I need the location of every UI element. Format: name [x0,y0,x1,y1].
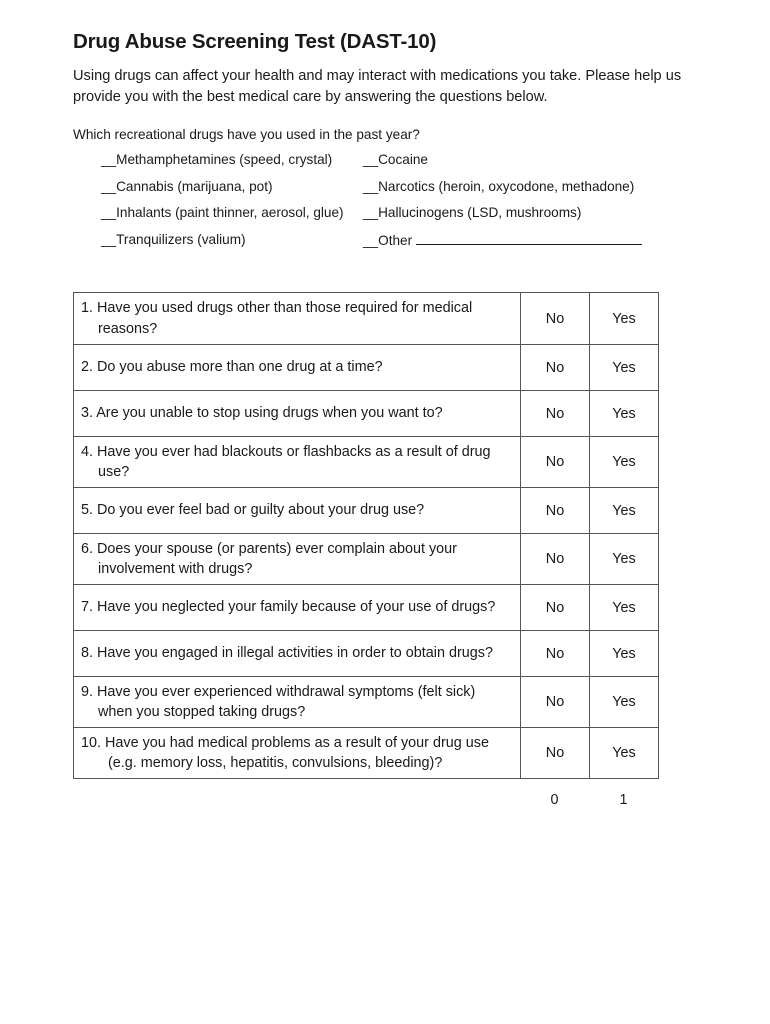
question-text: 1. Have you used drugs other than those required for medical reasons? [74,293,521,345]
question-row [74,391,659,437]
answer-yes[interactable]: Yes [590,391,659,437]
drug-option-methamphetamines[interactable]: __Methamphetamines (speed, crystal) [101,152,333,167]
question-row [74,585,659,631]
question-text: 7. Have you neglected your family because of your use of drugs? [74,585,521,631]
question-text: 10. Have you had medical problems as a result of your drug use (e.g. memory loss, hepatitis, convulsions, bleeding)? [74,728,521,779]
answer-yes[interactable]: Yes [590,488,659,534]
page-title: Drug Abuse Screening Test (DAST-10) [73,30,437,53]
answer-yes[interactable]: Yes [590,345,659,391]
drug-checklist [101,152,663,258]
answer-no[interactable]: No [521,631,590,677]
answer-no[interactable]: No [521,488,590,534]
question-text: 2. Do you abuse more than one drug at a time? [74,345,521,391]
answer-yes[interactable]: Yes [590,631,659,677]
drugs-prompt: Which recreational drugs have you used in the past year? [73,127,420,142]
questions-table [73,292,659,779]
question-row [74,437,659,488]
answer-yes[interactable]: Yes [590,677,659,728]
question-text: 9. Have you ever experienced withdrawal symptoms (felt sick) when you stopped taking drugs? [74,677,521,728]
question-text: 6. Does your spouse (or parents) ever complain about your involvement with drugs? [74,534,521,585]
question-row [74,293,659,345]
answer-no[interactable]: No [521,585,590,631]
question-text: 5. Do you ever feel bad or guilty about your drug use? [74,488,521,534]
drug-option-cannabis[interactable]: __Cannabis (marijuana, pot) [101,178,273,194]
question-row [74,677,659,728]
answer-yes[interactable]: Yes [590,293,659,345]
drug-option-inhalants[interactable]: __Inhalants (paint thinner, aerosol, glue) [101,205,344,220]
question-row [74,488,659,534]
answer-yes[interactable]: Yes [590,534,659,585]
drug-option-narcotics[interactable]: __Narcotics (heroin, oxycodone, methadone) [363,178,635,194]
drug-option-hallucinogens[interactable]: __Hallucinogens (LSD, mushrooms) [363,205,582,220]
intro-text: Using drugs can affect your health and may interact with medications you take. Please help us provide you with the best medical care by answering the questions below. [73,68,682,105]
score-yes: 1 [619,792,628,808]
answer-yes[interactable]: Yes [590,728,659,779]
drug-option-other[interactable]: __Other [363,232,663,259]
score-key [520,792,658,808]
other-drug-blank[interactable] [416,232,642,245]
answer-no[interactable]: No [521,391,590,437]
answer-no[interactable]: No [521,677,590,728]
question-text: 3. Are you unable to stop using drugs when you want to? [74,391,521,437]
question-row [74,534,659,585]
answer-yes[interactable]: Yes [590,437,659,488]
answer-no[interactable]: No [521,728,590,779]
score-no: 0 [550,792,559,808]
drug-option-cocaine[interactable]: __Cocaine [363,152,428,167]
answer-yes[interactable]: Yes [590,585,659,631]
drug-option-tranquilizers[interactable]: __Tranquilizers (valium) [101,231,246,247]
question-text: 8. Have you engaged in illegal activities in order to obtain drugs? [74,631,521,677]
answer-no[interactable]: No [521,293,590,345]
answer-no[interactable]: No [521,534,590,585]
answer-no[interactable]: No [521,345,590,391]
question-row [74,631,659,677]
answer-no[interactable]: No [521,437,590,488]
question-row [74,728,659,779]
question-text: 4. Have you ever had blackouts or flashbacks as a result of drug use? [74,437,521,488]
question-row [74,345,659,391]
